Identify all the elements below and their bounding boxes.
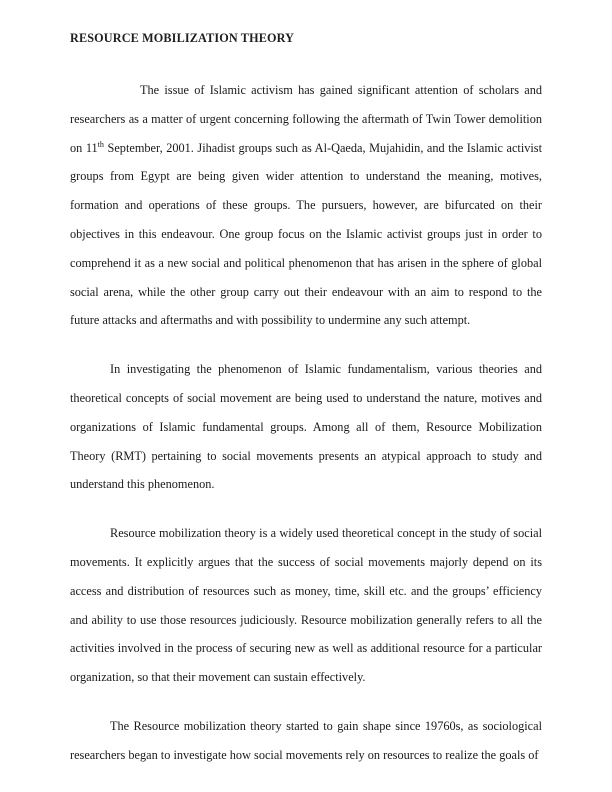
paragraph-4: The Resource mobilization theory started to gain shape since 19760s, as sociological researchers began to investigate how social movements rely on resources to realize the goals of xyxy=(70,718,542,762)
ordinal-suffix-superscript: th xyxy=(97,139,104,149)
document-body xyxy=(70,76,542,770)
paragraph-3: Resource mobilization theory is a widely used theoretical concept in the study of social movements. It explicitly argues that the success of social movements majorly depend on its access and distribution of resources such as money, time, skill etc. and the groups’ efficiency and ability to use those resources judiciously. Resource mobilization generally refers to all the activities involved in the process of securing new as well as additional resource for a particular organization, so that their movement can sustain effectively. xyxy=(70,526,542,685)
paragraph-1-text-part-2: September, 2001. Jihadist groups such as Al-Qaeda, Mujahidin, and the Islamic activist groups from Egypt are being given wider attention to understand the meaning, motives, formation and operations of these groups. The pursuers, however, are bifurcated on their objectives in this endeavour. One group focus on the Islamic activist groups just in order to comprehend it as a new social and political phenomenon that has arisen in the sphere of global social arena, while the other group carry out their endeavour with an aim to respond to the future attacks and aftermaths and with possibility to undermine any such attempt. xyxy=(70,140,542,328)
page-title: RESOURCE MOBILIZATION THEORY xyxy=(70,31,295,45)
paragraph-2: In investigating the phenomenon of Islamic fundamentalism, various theories and theoretical concepts of social movement are being used to understand the nature, motives and organizations of Islamic fundamental groups. Among all of them, Resource Mobilization Theory (RMT) pertaining to social movements presents an atypical approach to study and understand this phenomenon. xyxy=(70,362,542,492)
paragraph-1 xyxy=(70,76,542,335)
page-text-column xyxy=(70,30,542,770)
paragraph-1-text-part-1: The issue of Islamic activism has gained significant attention of scholars and researchers as a matter of urgent concerning following the aftermath of Twin Tower demolition on 11 xyxy=(70,83,542,155)
